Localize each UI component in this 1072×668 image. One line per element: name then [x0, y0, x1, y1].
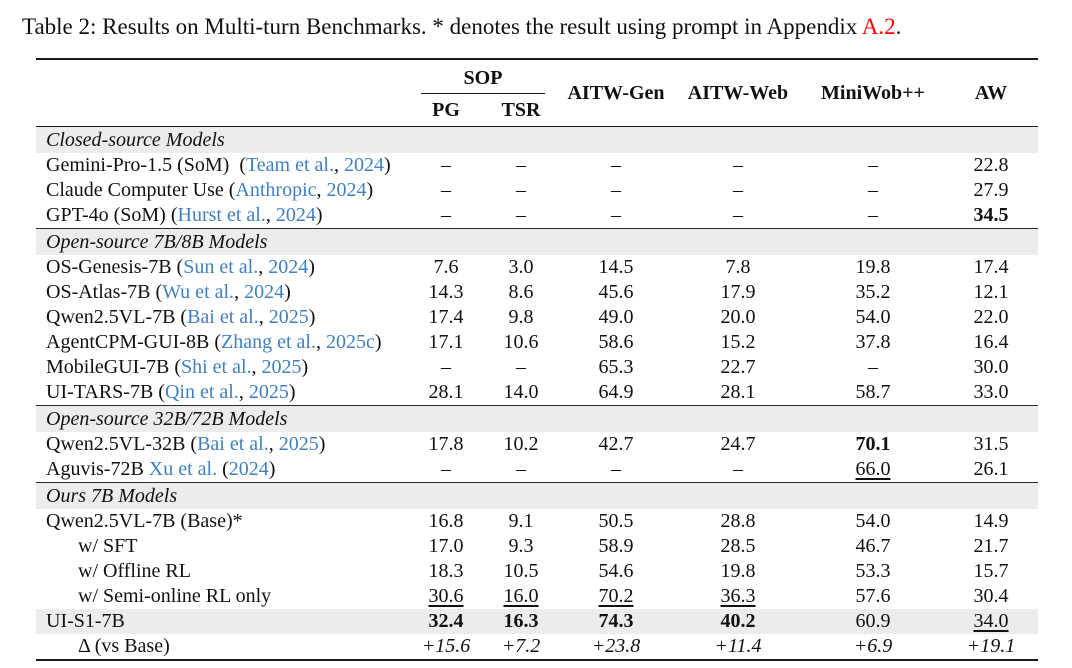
metric-value: –: [868, 154, 878, 176]
column-header-aw: AW: [974, 82, 1008, 104]
metric-value: 58.7: [855, 381, 891, 403]
model-name-text: UI-S1-7B: [46, 610, 125, 632]
model-name-text: ): [268, 458, 276, 480]
table-row: [36, 609, 1038, 634]
citation-link[interactable]: 2024: [343, 154, 384, 176]
metric-value: 70.2: [598, 585, 634, 607]
metric-value: 15.2: [720, 331, 756, 353]
citation-link[interactable]: 2025: [248, 381, 289, 403]
empty-header-cell: [36, 59, 408, 127]
metric-value: 27.9: [973, 179, 1009, 201]
metric-value: 16.3: [484, 609, 558, 634]
table-row: [36, 457, 1038, 483]
citation-link[interactable]: 2024: [228, 458, 269, 480]
model-name-text: Aguvis-72B: [46, 458, 149, 480]
metric-value: –: [441, 458, 451, 480]
metric-value: –: [733, 204, 743, 226]
metric-value: +11.4: [714, 635, 762, 657]
table-row: [36, 584, 1038, 609]
metric-value: 30.6: [428, 585, 464, 607]
citation-link[interactable]: Qin et al.: [164, 381, 239, 403]
model-name-text: (: [217, 458, 229, 480]
citation-link[interactable]: 2025: [261, 356, 302, 378]
model-name-text: w/ SFT: [78, 535, 138, 557]
model-name-text: ,: [234, 281, 245, 303]
metric-value: –: [733, 179, 743, 201]
citation-link[interactable]: 2024: [275, 204, 316, 226]
metric-value: –: [733, 458, 743, 480]
citation-link[interactable]: 2024: [326, 179, 367, 201]
model-name-text: ): [301, 356, 309, 378]
metric-value: 3.0: [508, 256, 534, 278]
results-table: [36, 58, 1038, 661]
metric-value: 54.0: [855, 306, 891, 328]
table-row: [36, 203, 1038, 229]
model-name: [36, 255, 408, 280]
metric-value: 54.6: [598, 560, 634, 582]
metric-value: 36.3: [720, 585, 756, 607]
appendix-ref-link[interactable]: A.2: [861, 14, 896, 39]
metric-value: 40.2: [674, 609, 802, 634]
metric-value: 16.0: [503, 585, 539, 607]
model-name-text: ): [288, 381, 296, 403]
model-name: [36, 380, 408, 406]
caption-text: Table 2: Results on Multi-turn Benchmarks. * denotes the result using prompt in Appendix: [22, 14, 862, 39]
model-name-text: ): [318, 433, 326, 455]
metric-value: –: [611, 204, 621, 226]
model-name-text: OS-Genesis-7B (: [46, 256, 184, 278]
citation-link[interactable]: Team et al.: [245, 154, 334, 176]
model-name-text: ,: [265, 204, 276, 226]
metric-value: 19.8: [720, 560, 756, 582]
model-name: [36, 153, 408, 178]
citation-link[interactable]: Xu et al.: [148, 458, 218, 480]
metric-value: 53.3: [855, 560, 891, 582]
section-title: Closed-source Models: [36, 127, 1038, 154]
metric-value: 14.0: [503, 381, 539, 403]
model-name: [36, 509, 408, 534]
metric-value: 49.0: [598, 306, 634, 328]
metric-value: 74.3: [558, 609, 674, 634]
model-name-text: AgentCPM-GUI-8B (: [46, 331, 221, 353]
metric-value: 12.1: [973, 281, 1009, 303]
metric-value: –: [868, 204, 878, 226]
metric-value: –: [516, 154, 526, 176]
metric-value: 7.8: [725, 256, 751, 278]
metric-value: +7.2: [501, 635, 541, 657]
metric-value: 20.0: [720, 306, 756, 328]
metric-value: 21.7: [973, 535, 1009, 557]
model-name-text: MobileGUI-7B (: [46, 356, 181, 378]
metric-value: 22.8: [973, 154, 1009, 176]
citation-link[interactable]: Zhang et al.: [221, 331, 316, 353]
metric-value: 26.1: [973, 458, 1009, 480]
model-name-text: w/ Offline RL: [78, 560, 191, 582]
metric-value: 14.3: [428, 281, 464, 303]
section-title: Open-source 7B/8B Models: [36, 229, 1038, 256]
metric-value: +23.8: [591, 635, 641, 657]
metric-value: –: [516, 179, 526, 201]
metric-value: 57.6: [855, 585, 891, 607]
table-row: [36, 534, 1038, 559]
model-name: [36, 432, 408, 457]
model-name: [36, 178, 408, 203]
metric-value: –: [441, 179, 451, 201]
table-row: [36, 255, 1038, 280]
model-name-text: Gemini-Pro-1.5 (SoM) (: [46, 154, 246, 176]
model-name-text: ,: [251, 356, 262, 378]
metric-value: 18.3: [428, 560, 464, 582]
sop-group-label: SOP: [421, 60, 545, 94]
metric-value: 8.6: [508, 281, 534, 303]
table-row: [36, 178, 1038, 203]
table-caption: [22, 12, 1050, 42]
table-header: [36, 59, 1038, 127]
model-name-text: ,: [315, 331, 326, 353]
citation-link[interactable]: 2025c: [325, 331, 375, 353]
metric-value: 17.0: [428, 535, 464, 557]
citation-link[interactable]: 2025: [278, 433, 319, 455]
model-name-text: ,: [238, 381, 249, 403]
metric-value: –: [611, 179, 621, 201]
column-header-aitw-gen: AITW-Gen: [567, 82, 665, 104]
metric-value: 22.0: [973, 306, 1009, 328]
metric-value: 30.0: [973, 356, 1009, 378]
metric-value: –: [441, 356, 451, 378]
model-name-text: ): [315, 204, 323, 226]
metric-value: 9.1: [508, 510, 534, 532]
model-name-text: Qwen2.5VL-7B (: [46, 306, 188, 328]
column-header-miniwob: MiniWob++: [821, 82, 925, 104]
metric-value: 10.6: [503, 331, 539, 353]
model-name: [36, 457, 408, 483]
citation-link[interactable]: Bai et al.: [187, 306, 259, 328]
model-name-text: ,: [268, 433, 279, 455]
model-name: [36, 330, 408, 355]
table-row: [36, 509, 1038, 534]
metric-value: 14.5: [598, 256, 634, 278]
model-name: [36, 280, 408, 305]
model-name-text: Qwen2.5VL-7B (Base)*: [46, 510, 243, 532]
metric-value: 28.8: [720, 510, 756, 532]
metric-value: 31.5: [973, 433, 1009, 455]
citation-link[interactable]: 2025: [268, 306, 309, 328]
metric-value: 19.8: [855, 256, 891, 278]
citation-link[interactable]: Sun et al.: [183, 256, 259, 278]
metric-value: 10.2: [503, 433, 539, 455]
model-name-text: ): [284, 281, 291, 303]
metric-value: 65.3: [598, 356, 634, 378]
model-name-text: UI-TARS-7B (: [46, 381, 165, 403]
column-header-aitw-web: AITW-Web: [687, 82, 789, 104]
model-name-text: ): [374, 331, 382, 353]
table-row: [36, 380, 1038, 406]
metric-value: +15.6: [421, 635, 471, 657]
citation-link[interactable]: Shi et al.: [180, 356, 252, 378]
model-name: [36, 609, 408, 634]
metric-value: 35.2: [855, 281, 891, 303]
model-name-text: ): [366, 179, 374, 201]
metric-value: 50.5: [598, 510, 634, 532]
metric-value: 70.1: [855, 433, 891, 455]
table-row: [36, 634, 1038, 660]
citation-link[interactable]: Wu et al.: [162, 281, 235, 303]
metric-value: 58.6: [598, 331, 634, 353]
section-title: Open-source 32B/72B Models: [36, 406, 1038, 433]
model-name-text: Claude Computer Use (: [46, 179, 236, 201]
column-group-sop: [408, 59, 558, 94]
table-row: [36, 305, 1038, 330]
model-name: [36, 355, 408, 380]
model-name-text: ,: [258, 306, 269, 328]
metric-value: +6.9: [853, 635, 893, 657]
citation-link[interactable]: 2024: [268, 256, 309, 278]
model-name-text: Qwen2.5VL-32B (: [46, 433, 198, 455]
metric-value: 58.9: [598, 535, 634, 557]
metric-value: 34.0: [944, 609, 1038, 634]
column-header-tsr: TSR: [501, 99, 541, 121]
citation-link[interactable]: Bai et al.: [197, 433, 269, 455]
metric-value: 37.8: [855, 331, 891, 353]
metric-value: 15.7: [973, 560, 1009, 582]
table-row: [36, 153, 1038, 178]
section-header-row: [36, 229, 1038, 256]
metric-value: –: [611, 154, 621, 176]
column-header-pg: PG: [432, 99, 460, 121]
metric-value: 28.1: [720, 381, 756, 403]
metric-value: –: [441, 204, 451, 226]
metric-value: –: [611, 458, 621, 480]
model-name: [36, 634, 408, 660]
metric-value: –: [441, 154, 451, 176]
metric-value: –: [868, 179, 878, 201]
table-row: [36, 432, 1038, 457]
metric-value: 45.6: [598, 281, 634, 303]
model-name-text: GPT-4o (SoM) (: [46, 204, 178, 226]
model-name: [36, 534, 408, 559]
metric-value: –: [868, 356, 878, 378]
metric-value: –: [516, 204, 526, 226]
metric-value: 22.7: [720, 356, 756, 378]
section-header-row: [36, 406, 1038, 433]
metric-value: 54.0: [855, 510, 891, 532]
metric-value: 66.0: [855, 458, 891, 480]
model-name-text: ): [308, 306, 316, 328]
section-header-row: [36, 127, 1038, 154]
metric-value: 28.5: [720, 535, 756, 557]
metric-value: 17.9: [720, 281, 756, 303]
metric-value: 17.4: [973, 256, 1009, 278]
citation-link[interactable]: 2024: [244, 281, 285, 303]
caption-period: .: [895, 14, 902, 39]
metric-value: 28.1: [428, 381, 464, 403]
metric-value: +19.1: [966, 635, 1016, 657]
metric-value: 34.5: [973, 204, 1009, 226]
model-name-text: Δ (vs Base): [78, 635, 170, 657]
metric-value: –: [516, 356, 526, 378]
table-row: [36, 559, 1038, 584]
metric-value: 30.4: [973, 585, 1009, 607]
model-name-text: ,: [258, 256, 269, 278]
model-name-text: ): [383, 154, 391, 176]
metric-value: 17.8: [428, 433, 464, 455]
metric-value: 10.5: [503, 560, 539, 582]
model-name-text: ,: [333, 154, 344, 176]
model-name-text: ,: [316, 179, 327, 201]
metric-value: 64.9: [598, 381, 634, 403]
metric-value: 17.4: [428, 306, 464, 328]
citation-link[interactable]: Anthropic: [235, 179, 317, 201]
metric-value: 60.9: [802, 609, 944, 634]
metric-value: 42.7: [598, 433, 634, 455]
table-row: [36, 280, 1038, 305]
section-title: Ours 7B Models: [36, 483, 1038, 510]
metric-value: 16.4: [973, 331, 1009, 353]
model-name: [36, 203, 408, 229]
metric-value: 9.3: [508, 535, 534, 557]
model-name-text: w/ Semi-online RL only: [78, 585, 272, 607]
model-name-text: OS-Atlas-7B (: [46, 281, 163, 303]
model-name-text: ): [308, 256, 315, 278]
table-body: [36, 127, 1038, 661]
metric-value: 32.4: [408, 609, 484, 634]
metric-value: 46.7: [855, 535, 891, 557]
model-name: [36, 305, 408, 330]
metric-value: 16.8: [428, 510, 464, 532]
metric-value: 24.7: [720, 433, 756, 455]
metric-value: –: [733, 154, 743, 176]
metric-value: 7.6: [433, 256, 459, 278]
metric-value: 33.0: [973, 381, 1009, 403]
metric-value: –: [516, 458, 526, 480]
model-name: [36, 559, 408, 584]
metric-value: 17.1: [428, 331, 464, 353]
table-row: [36, 330, 1038, 355]
section-header-row: [36, 483, 1038, 510]
table-row: [36, 355, 1038, 380]
citation-link[interactable]: Hurst et al.: [177, 204, 266, 226]
metric-value: 9.8: [508, 306, 534, 328]
metric-value: 14.9: [973, 510, 1009, 532]
model-name: [36, 584, 408, 609]
